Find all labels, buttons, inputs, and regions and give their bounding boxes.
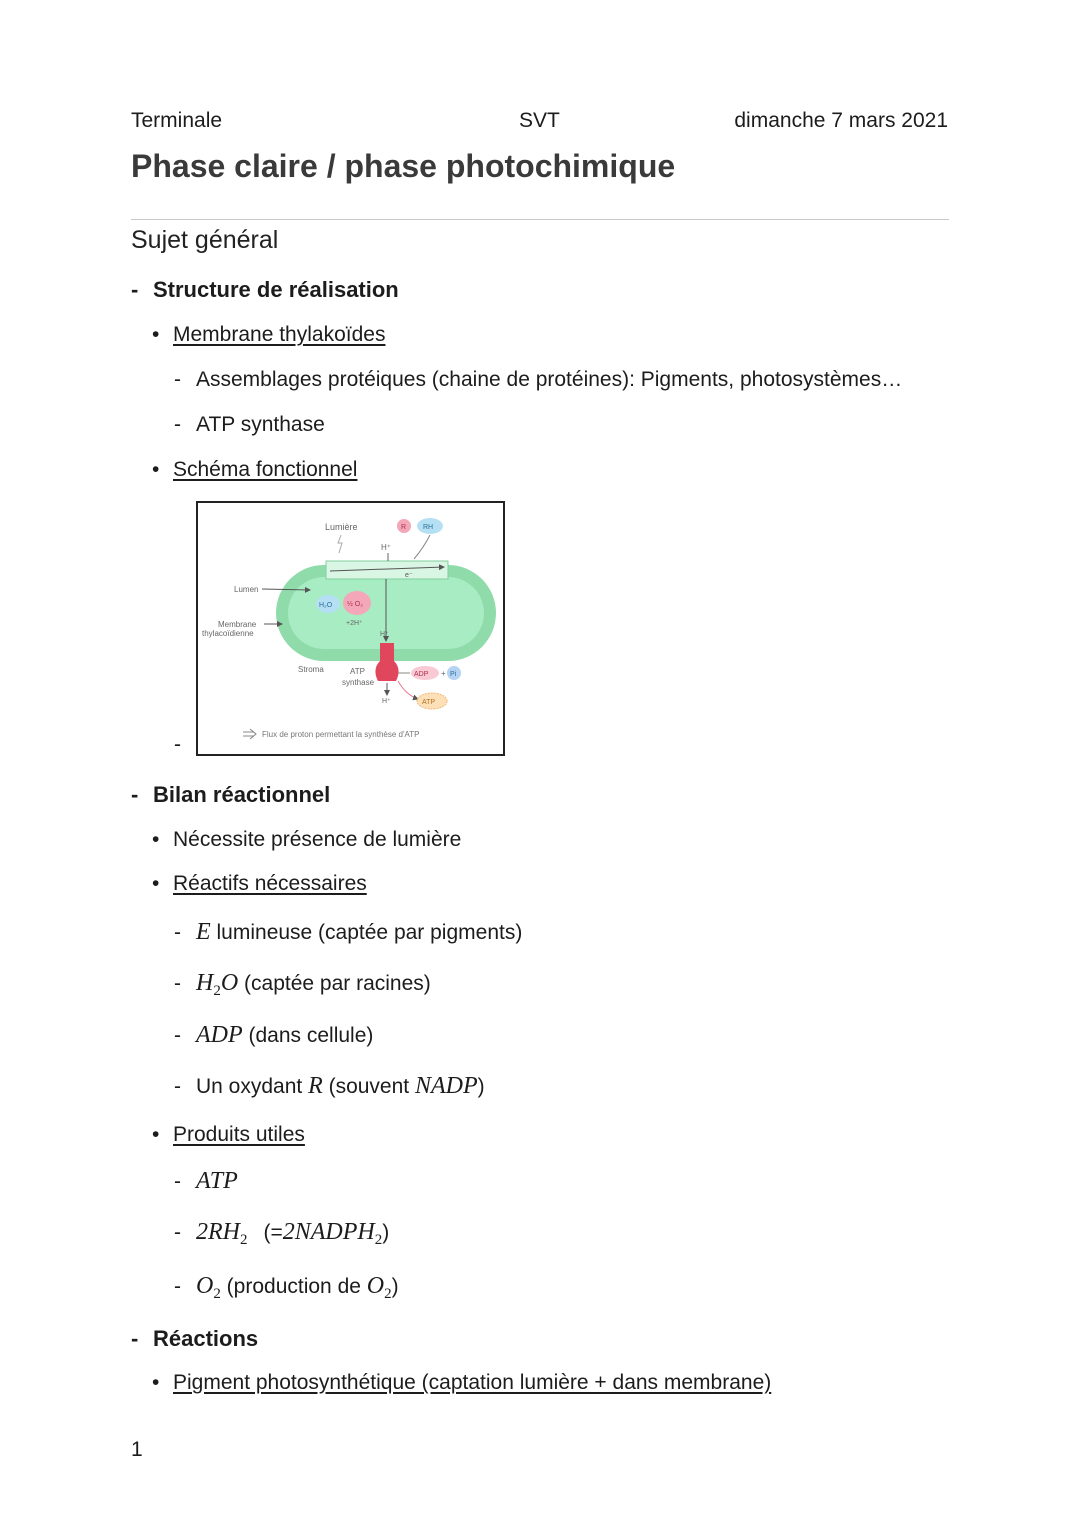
flux-arrow-icon xyxy=(243,729,256,739)
bullet-lumiere: • Nécessite présence de lumière xyxy=(152,828,462,851)
section-subtitle: Sujet général xyxy=(131,226,279,254)
bullet-schema: • Schéma fonctionnel xyxy=(152,458,358,481)
bullet-membrane: • Membrane thylakoïdes xyxy=(152,323,386,346)
lumen-label: Lumen xyxy=(234,585,259,594)
hplus-top: H⁺ xyxy=(381,543,391,552)
heading-reactions: - Réactions xyxy=(131,1326,259,1351)
page-title: Phase claire / phase photochimique xyxy=(131,148,676,184)
lumiere-label: Lumière xyxy=(325,522,358,532)
reactif-energie: - E lumineuse (captée par pigments) xyxy=(174,919,523,945)
produit-o2: - $O_2$ (production de $O_2$) xyxy=(174,1273,399,1302)
header-left: Terminale xyxy=(131,109,223,132)
produit-rh2: - $2RH_2$ $(=2NADPH_2)$ xyxy=(174,1219,390,1248)
synthase-label-1: ATP xyxy=(350,667,365,676)
bullet-pigment: • Pigment photosynthétique (captation lumière + dans membrane) xyxy=(152,1371,772,1394)
light-ray-icon xyxy=(338,535,342,553)
item-assemblages: - Assemblages protéiques (chaine de protéines): Pigments, photosystèmes… xyxy=(174,368,903,391)
header-date: dimanche 7 mars 2021 xyxy=(734,109,948,132)
twoh-label: +2H⁺ xyxy=(346,620,363,627)
hplus-mid: H⁺ xyxy=(380,631,389,638)
title-divider xyxy=(131,219,949,220)
membrane-label-2: thylacoïdienne xyxy=(202,629,254,638)
page-number: 1 xyxy=(131,1438,143,1461)
reactif-eau: - $H_2O$ (captée par racines) xyxy=(174,970,431,999)
o2-label: ½ O₂ xyxy=(347,601,363,608)
h2o-label: H₂O xyxy=(319,602,333,609)
stroma-label: Stroma xyxy=(298,665,324,674)
atp-label: ATP xyxy=(422,699,436,706)
heading-bilan: - Bilan réactionnel xyxy=(131,782,331,807)
plus-label: + xyxy=(441,669,446,678)
membrane-label-1: Membrane xyxy=(218,620,257,629)
reactif-oxydant: - Un oxydant R (souvent NADP) xyxy=(174,1073,485,1099)
pi-label: Pi xyxy=(450,671,457,678)
reactif-adp: - ADP (dans cellule) xyxy=(174,1022,374,1048)
rh-label: RH xyxy=(423,524,434,531)
thylakoid-diagram xyxy=(196,501,505,756)
heading-structure: - Structure de réalisation xyxy=(131,277,399,302)
adp-label: ADP xyxy=(414,671,429,678)
item-atp-synthase: - ATP synthase xyxy=(174,413,325,436)
r-label: R xyxy=(401,524,407,531)
e-label: e⁻ xyxy=(405,572,413,579)
synthase-label-2: synthase xyxy=(342,678,375,687)
bullet-reactifs: • Réactifs nécessaires xyxy=(152,872,367,895)
header-center: SVT xyxy=(519,109,560,132)
bullet-produits: • Produits utiles xyxy=(152,1123,305,1146)
figure-caption: Flux de proton permettant la synthèse d'ATP xyxy=(262,730,420,739)
hplus-bottom: H⁺ xyxy=(382,698,391,705)
produit-atp: - ATP xyxy=(174,1168,238,1194)
item-figure-dash: - xyxy=(174,733,181,756)
